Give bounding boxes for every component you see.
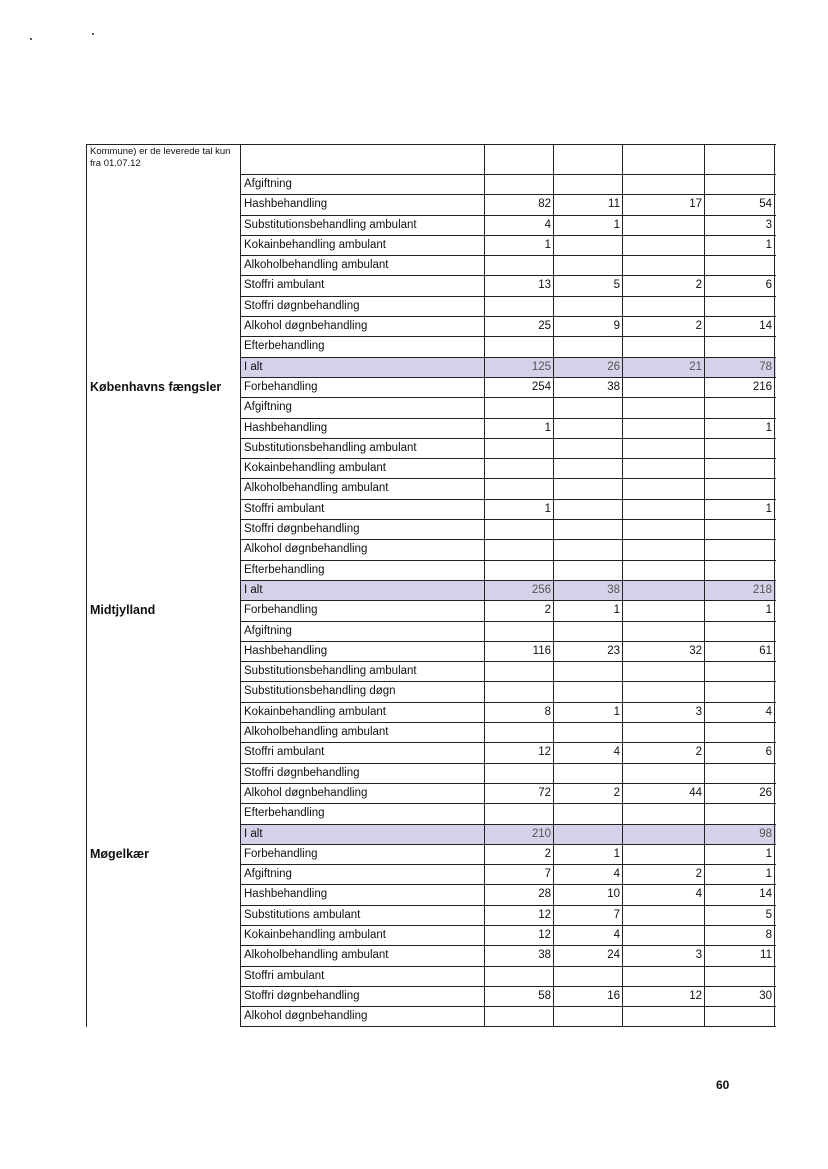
row-label: Alkoholbehandling ambulant [241, 256, 485, 275]
value-cell [705, 337, 775, 356]
row-label: Efterbehandling [241, 804, 485, 823]
page-number: 60 [716, 1078, 730, 1092]
table-row [241, 601, 776, 621]
value-cell: 3 [623, 946, 705, 965]
value-cell: 26 [705, 784, 775, 803]
value-cell [485, 540, 554, 559]
value-cell [623, 236, 705, 255]
table-row [241, 642, 776, 662]
value-cell: 32 [623, 642, 705, 661]
table-group [86, 145, 776, 378]
value-cell [623, 256, 705, 275]
value-cell [623, 439, 705, 458]
value-cell [705, 398, 775, 417]
row-label: I alt [241, 825, 485, 844]
value-cell [623, 1007, 705, 1026]
value-cell: 14 [705, 885, 775, 904]
value-cell [623, 845, 705, 864]
value-cell: 218 [705, 581, 775, 600]
value-cell [623, 622, 705, 641]
value-cell: 1 [554, 845, 623, 864]
value-cell [623, 459, 705, 478]
value-cell [485, 520, 554, 539]
row-label: Afgiftning [241, 622, 485, 641]
table-row [241, 337, 776, 357]
value-cell: 6 [705, 743, 775, 762]
value-cell [623, 561, 705, 580]
value-cell [485, 297, 554, 316]
value-cell [705, 1007, 775, 1026]
row-label: Forbehandling [241, 601, 485, 620]
value-cell: 78 [705, 358, 775, 377]
scan-speck [30, 38, 32, 40]
row-label: Kokainbehandling ambulant [241, 236, 485, 255]
row-label: Substitutionsbehandling ambulant [241, 662, 485, 681]
value-cell [623, 398, 705, 417]
table-row [241, 967, 776, 987]
value-cell: 12 [623, 987, 705, 1006]
value-cell [705, 561, 775, 580]
value-cell: 2 [485, 845, 554, 864]
table-group [86, 845, 776, 1028]
value-cell: 1 [705, 419, 775, 438]
row-label: Substitutionsbehandling ambulant [241, 439, 485, 458]
value-cell [623, 723, 705, 742]
value-cell: 5 [554, 276, 623, 295]
table-row [241, 1007, 776, 1027]
value-cell [554, 175, 623, 194]
value-cell: 12 [485, 743, 554, 762]
value-cell [623, 520, 705, 539]
value-cell: 1 [705, 500, 775, 519]
value-cell [554, 419, 623, 438]
value-cell [554, 622, 623, 641]
row-label: Hashbehandling [241, 885, 485, 904]
table-row [241, 439, 776, 459]
total-row [241, 581, 776, 601]
value-cell [623, 825, 705, 844]
value-cell: 2 [623, 276, 705, 295]
table-row [241, 145, 776, 175]
row-label: Stoffri døgnbehandling [241, 520, 485, 539]
table-row [241, 946, 776, 966]
value-cell [485, 479, 554, 498]
row-label: Hashbehandling [241, 642, 485, 661]
row-label: Alkohol døgnbehandling [241, 1007, 485, 1026]
value-cell [485, 459, 554, 478]
value-cell: 1 [554, 216, 623, 235]
value-cell [554, 297, 623, 316]
value-cell [623, 601, 705, 620]
table-row [241, 804, 776, 824]
value-cell [554, 479, 623, 498]
value-cell: 1 [705, 845, 775, 864]
value-cell: 11 [705, 946, 775, 965]
value-cell [705, 540, 775, 559]
value-cell [554, 540, 623, 559]
value-cell: 2 [485, 601, 554, 620]
value-cell: 72 [485, 784, 554, 803]
table-row [241, 845, 776, 865]
value-cell: 30 [705, 987, 775, 1006]
row-label: Substitutionsbehandling døgn [241, 682, 485, 701]
row-label: Forbehandling [241, 845, 485, 864]
value-cell [485, 256, 554, 275]
value-cell [485, 561, 554, 580]
table-row [241, 703, 776, 723]
row-label: Stoffri døgnbehandling [241, 987, 485, 1006]
value-cell: 4 [485, 216, 554, 235]
value-cell [485, 804, 554, 823]
value-cell: 5 [705, 906, 775, 925]
value-cell [554, 682, 623, 701]
scan-speck [92, 33, 94, 35]
value-cell: 216 [705, 378, 775, 397]
value-cell: 254 [485, 378, 554, 397]
value-cell: 4 [554, 865, 623, 884]
table-group [86, 601, 776, 845]
row-label: Alkohol døgnbehandling [241, 784, 485, 803]
value-cell: 11 [554, 195, 623, 214]
value-cell: 38 [554, 581, 623, 600]
table-row [241, 622, 776, 642]
table-row [241, 662, 776, 682]
value-cell [554, 236, 623, 255]
value-cell [485, 967, 554, 986]
value-cell [554, 439, 623, 458]
row-label: Kokainbehandling ambulant [241, 703, 485, 722]
value-cell [623, 804, 705, 823]
value-cell: 54 [705, 195, 775, 214]
table-row [241, 276, 776, 296]
value-cell: 7 [554, 906, 623, 925]
value-cell: 6 [705, 276, 775, 295]
value-cell [623, 926, 705, 945]
row-label: Stoffri ambulant [241, 276, 485, 295]
table-row [241, 398, 776, 418]
group-name: Midtjylland [87, 601, 241, 845]
value-cell [554, 967, 623, 986]
value-cell [623, 764, 705, 783]
value-cell: 2 [623, 317, 705, 336]
table-row [241, 195, 776, 215]
value-cell: 38 [485, 946, 554, 965]
value-cell [623, 479, 705, 498]
value-cell: 3 [705, 216, 775, 235]
value-cell [705, 479, 775, 498]
value-cell [485, 175, 554, 194]
row-label: Alkoholbehandling ambulant [241, 723, 485, 742]
table-row [241, 906, 776, 926]
value-cell: 23 [554, 642, 623, 661]
row-label: Alkohol døgnbehandling [241, 317, 485, 336]
row-label: Kokainbehandling ambulant [241, 459, 485, 478]
value-cell: 4 [623, 885, 705, 904]
value-cell [554, 1007, 623, 1026]
value-cell: 17 [623, 195, 705, 214]
table-row [241, 743, 776, 763]
row-label: Substitutionsbehandling ambulant [241, 216, 485, 235]
value-cell [705, 297, 775, 316]
row-label: Afgiftning [241, 398, 485, 417]
value-cell [554, 145, 623, 174]
value-cell: 82 [485, 195, 554, 214]
value-cell: 2 [623, 865, 705, 884]
table-row [241, 784, 776, 804]
row-label: Forbehandling [241, 378, 485, 397]
value-cell [705, 682, 775, 701]
row-label: Alkoholbehandling ambulant [241, 479, 485, 498]
table-row [241, 256, 776, 276]
value-cell [623, 500, 705, 519]
value-cell: 256 [485, 581, 554, 600]
value-cell [554, 337, 623, 356]
value-cell: 1 [705, 236, 775, 255]
value-cell: 58 [485, 987, 554, 1006]
row-label: Stoffri ambulant [241, 743, 485, 762]
value-cell [705, 622, 775, 641]
value-cell: 61 [705, 642, 775, 661]
table-row [241, 561, 776, 581]
row-label [241, 145, 485, 174]
value-cell [623, 337, 705, 356]
value-cell: 25 [485, 317, 554, 336]
value-cell: 210 [485, 825, 554, 844]
value-cell [705, 723, 775, 742]
value-cell: 16 [554, 987, 623, 1006]
table-group [86, 378, 776, 601]
value-cell: 98 [705, 825, 775, 844]
value-cell: 14 [705, 317, 775, 336]
value-cell: 38 [554, 378, 623, 397]
value-cell [705, 967, 775, 986]
table-row [241, 378, 776, 398]
value-cell [554, 723, 623, 742]
value-cell [623, 581, 705, 600]
table-row [241, 926, 776, 946]
value-cell: 1 [705, 865, 775, 884]
value-cell: 4 [554, 743, 623, 762]
value-cell: 2 [623, 743, 705, 762]
row-label: Hashbehandling [241, 419, 485, 438]
value-cell [554, 825, 623, 844]
value-cell [485, 662, 554, 681]
value-cell: 116 [485, 642, 554, 661]
value-cell [554, 459, 623, 478]
value-cell [623, 906, 705, 925]
value-cell: 2 [554, 784, 623, 803]
value-cell [623, 682, 705, 701]
group-name: Kommune) er de leverede tal kun fra 01.07.12 [87, 145, 241, 378]
row-label: Afgiftning [241, 175, 485, 194]
value-cell [554, 256, 623, 275]
row-label: Efterbehandling [241, 337, 485, 356]
value-cell: 13 [485, 276, 554, 295]
table-row [241, 479, 776, 499]
value-cell: 4 [705, 703, 775, 722]
value-cell [485, 1007, 554, 1026]
value-cell [623, 419, 705, 438]
value-cell [623, 378, 705, 397]
total-row [241, 358, 776, 378]
table-row [241, 520, 776, 540]
value-cell [705, 520, 775, 539]
row-label: Afgiftning [241, 865, 485, 884]
table-row [241, 865, 776, 885]
value-cell: 8 [705, 926, 775, 945]
value-cell: 4 [554, 926, 623, 945]
table-row [241, 987, 776, 1007]
value-cell [705, 764, 775, 783]
value-cell: 3 [623, 703, 705, 722]
row-label: Alkohol døgnbehandling [241, 540, 485, 559]
value-cell [623, 216, 705, 235]
value-cell: 44 [623, 784, 705, 803]
value-cell: 1 [554, 601, 623, 620]
value-cell [485, 622, 554, 641]
row-label: Substitutions ambulant [241, 906, 485, 925]
table-row [241, 764, 776, 784]
row-label: Stoffri døgnbehandling [241, 764, 485, 783]
value-cell: 12 [485, 926, 554, 945]
value-cell [485, 439, 554, 458]
value-cell: 24 [554, 946, 623, 965]
value-cell [485, 337, 554, 356]
value-cell [485, 398, 554, 417]
value-cell: 125 [485, 358, 554, 377]
value-cell: 28 [485, 885, 554, 904]
value-cell [705, 256, 775, 275]
value-cell [554, 500, 623, 519]
table-row [241, 500, 776, 520]
value-cell [623, 967, 705, 986]
value-cell [485, 145, 554, 174]
row-label: Stoffri døgnbehandling [241, 297, 485, 316]
value-cell: 21 [623, 358, 705, 377]
value-cell: 1 [485, 419, 554, 438]
value-cell [705, 145, 775, 174]
row-label: I alt [241, 581, 485, 600]
statistics-table [86, 144, 776, 1027]
value-cell: 1 [485, 236, 554, 255]
value-cell [485, 764, 554, 783]
value-cell: 1 [485, 500, 554, 519]
table-row [241, 236, 776, 256]
group-name: Møgelkær [87, 845, 241, 1028]
value-cell [554, 662, 623, 681]
value-cell: 9 [554, 317, 623, 336]
value-cell [485, 723, 554, 742]
table-row [241, 419, 776, 439]
value-cell [623, 540, 705, 559]
table-row [241, 317, 776, 337]
value-cell [705, 662, 775, 681]
value-cell [554, 561, 623, 580]
value-cell [705, 459, 775, 478]
table-row [241, 723, 776, 743]
value-cell: 12 [485, 906, 554, 925]
table-row [241, 540, 776, 560]
table-row [241, 459, 776, 479]
group-name: Københavns fængsler [87, 378, 241, 601]
row-label: Hashbehandling [241, 195, 485, 214]
table-row [241, 682, 776, 702]
value-cell [705, 804, 775, 823]
row-label: I alt [241, 358, 485, 377]
value-cell [705, 175, 775, 194]
row-label: Alkoholbehandling ambulant [241, 946, 485, 965]
table-row [241, 885, 776, 905]
value-cell: 1 [554, 703, 623, 722]
row-label: Stoffri ambulant [241, 500, 485, 519]
value-cell [623, 145, 705, 174]
value-cell: 8 [485, 703, 554, 722]
value-cell [623, 662, 705, 681]
total-row [241, 825, 776, 845]
row-label: Stoffri ambulant [241, 967, 485, 986]
value-cell [554, 764, 623, 783]
table-row [241, 216, 776, 236]
value-cell [705, 439, 775, 458]
value-cell [623, 297, 705, 316]
table-row [241, 297, 776, 317]
value-cell: 1 [705, 601, 775, 620]
value-cell [554, 398, 623, 417]
value-cell [554, 804, 623, 823]
value-cell [554, 520, 623, 539]
value-cell: 26 [554, 358, 623, 377]
table-row [241, 175, 776, 195]
row-label: Kokainbehandling ambulant [241, 926, 485, 945]
value-cell: 10 [554, 885, 623, 904]
value-cell: 7 [485, 865, 554, 884]
value-cell [623, 175, 705, 194]
row-label: Efterbehandling [241, 561, 485, 580]
value-cell [485, 682, 554, 701]
